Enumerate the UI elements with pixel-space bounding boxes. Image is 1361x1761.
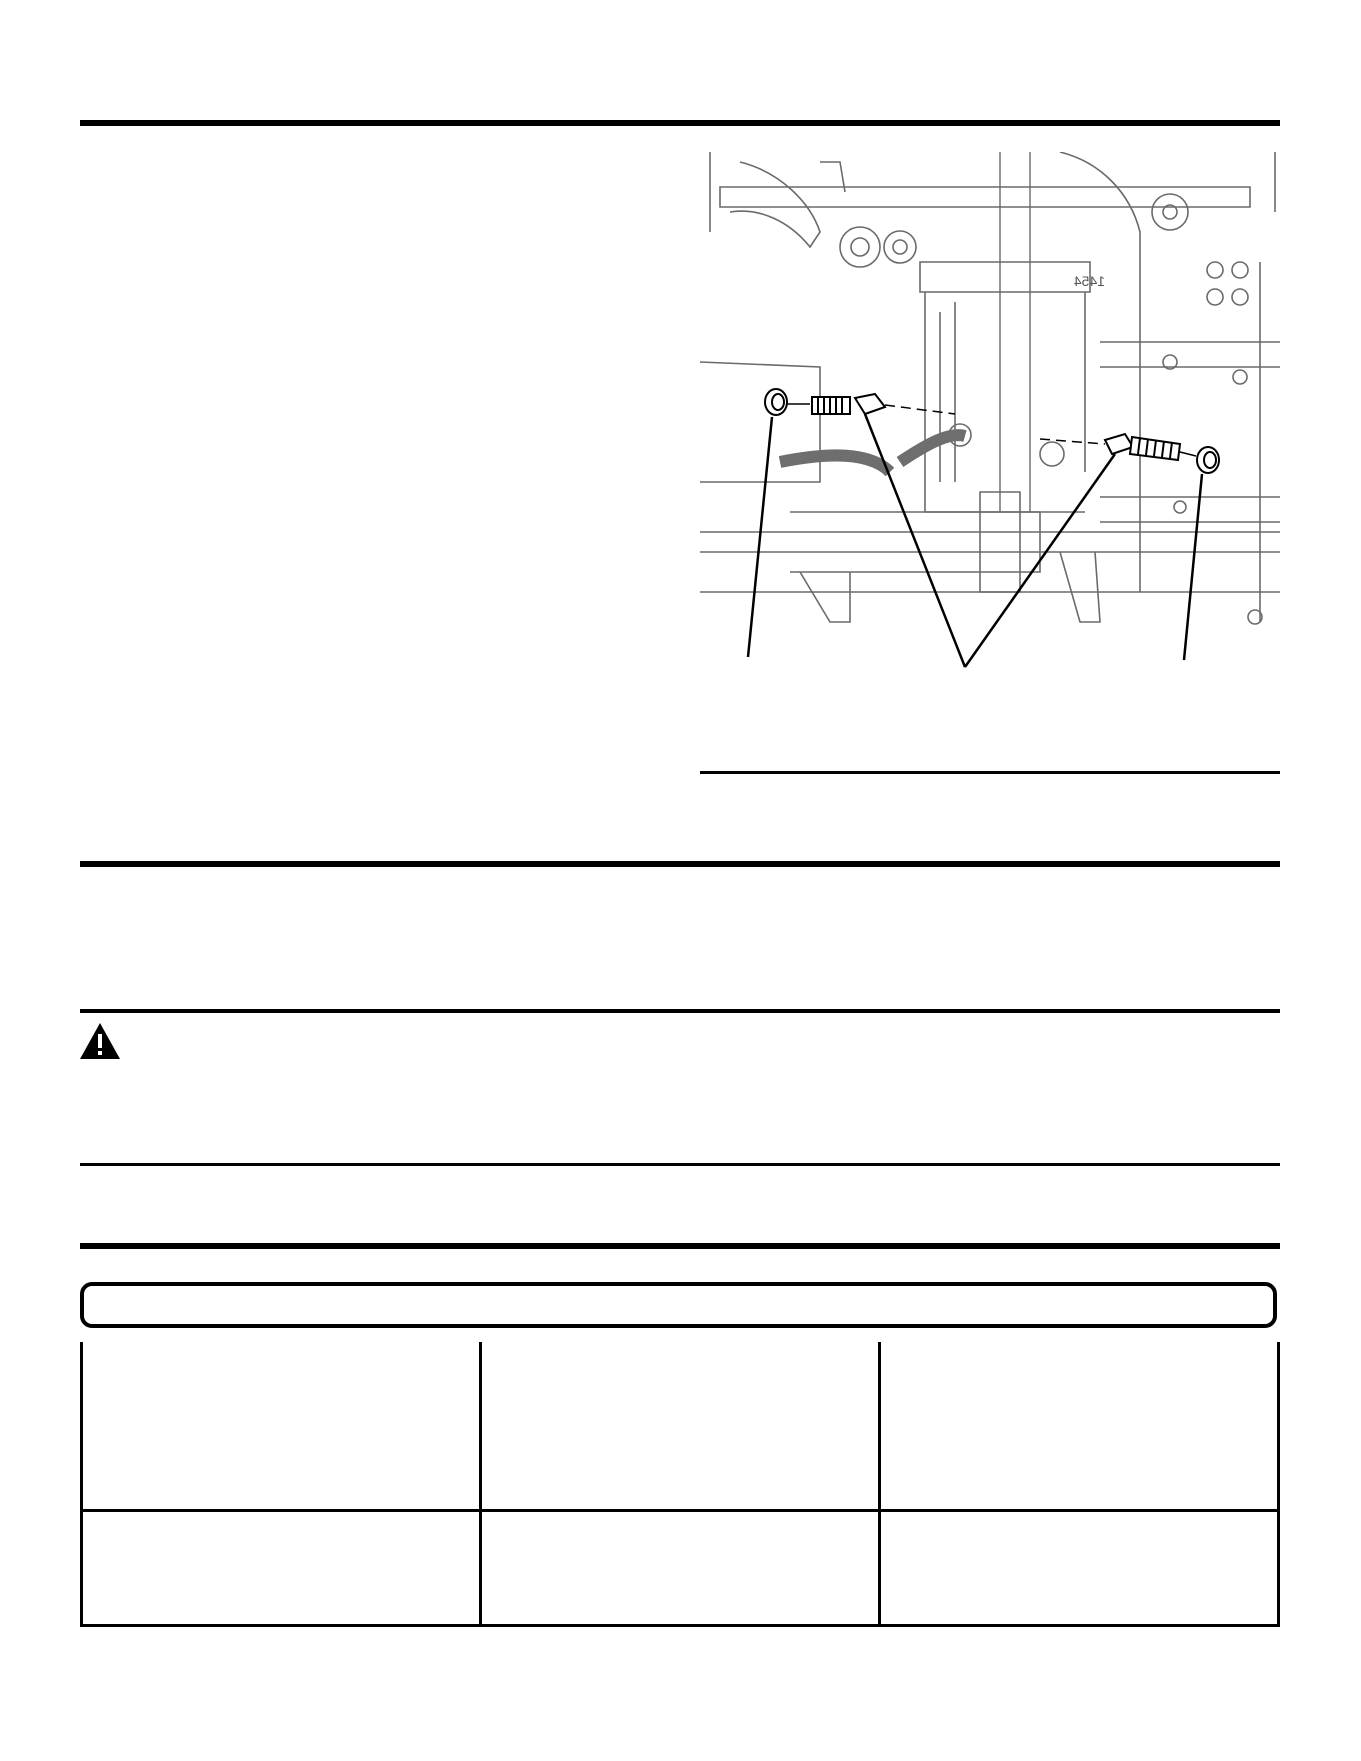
table-border-left xyxy=(80,1342,83,1627)
part-label-number: 1454 xyxy=(1073,273,1105,289)
table-border-right xyxy=(1277,1342,1280,1627)
table-row-divider xyxy=(80,1509,1280,1512)
table-divider-1 xyxy=(479,1342,482,1627)
warning-bottom-rule xyxy=(80,1163,1280,1166)
figure-bottom-rule xyxy=(700,771,1280,774)
brush-replacement-figure xyxy=(700,152,1280,672)
top-rule xyxy=(80,120,1280,126)
troubleshooting-table xyxy=(80,1342,1280,1627)
section-rule-1 xyxy=(80,861,1280,867)
table-border-bottom xyxy=(80,1624,1280,1627)
section-rule-2 xyxy=(80,1243,1280,1249)
warning-triangle-icon xyxy=(78,1021,122,1061)
warning-top-rule xyxy=(80,1009,1280,1013)
table-divider-2 xyxy=(878,1342,881,1627)
troubleshooting-table-header xyxy=(80,1282,1277,1328)
